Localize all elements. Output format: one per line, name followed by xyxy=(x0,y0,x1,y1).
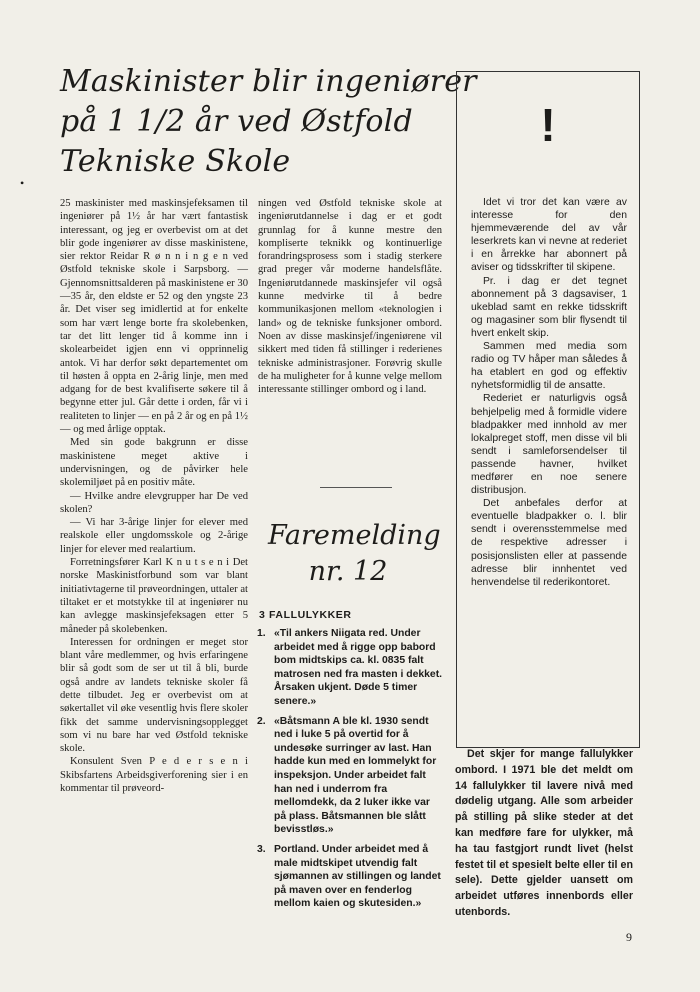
article-headline xyxy=(60,62,477,182)
notice-box xyxy=(456,71,640,748)
faremelding-title-line-2: nr. 12 xyxy=(308,556,388,587)
notice-paragraph: Det anbefales derfor at eventuelle bladpakker o. l. blir sendt i overensstemmelse med de respektive adresser i posisjonslisten eller at passende adresse blir innhentet ved henvendelse til rederikontoret. xyxy=(471,498,627,588)
notice-text xyxy=(471,196,627,589)
headline-line-1: Maskinister blir ingeniører xyxy=(60,64,477,99)
faremelding-title xyxy=(268,518,441,590)
notice-paragraph: Sammen med media som radio og TV håper man således å ha etablert en god og effektiv nyhetsformidlig til de ansatte. xyxy=(471,341,627,392)
article-paragraph: 25 maskinister med maskinsjefeksamen til ingeniører på 1½ år har vært fantastisk interessant, og jeg er overbevist om at det blir gode ingeniører av disse maskinistene, sier rektor Reidar R ø n n i n g e n ved Østfold tekniske skole i Sarpsborg. — Gjennomsnittsalderen på maskinistene er 30—35 år, den eldste er 52 og den yngste 23 år. Det viser seg imidlertid at for enkelte som har vært lenge borte fra skolebenken, tar det litt lenger tid å komme inn i skolearbeidet igjen enn vi opprinnelig antok. Vi har derfor søkt departementet om til høsten å oppta en 2-årig linje, men med adgang for de best kvalifiserte søkere til å begynne etter jul. Går dette i orden, får vi i realiteten to linjer — en på 2 år og en på 1½ — og med årlige opptak. xyxy=(60,198,248,436)
accident-number: 3. xyxy=(257,843,266,855)
accident-item xyxy=(257,715,443,837)
accidents-heading: 3 FALLULYKKER xyxy=(259,609,352,621)
article-column-1 xyxy=(60,197,248,795)
accident-text: Portland. Under arbeidet med å male midtskipet utvendig falt sjømannen av stillingen og landet på maven over en fenderlog mellom kaien og skutesiden.» xyxy=(274,843,441,910)
notice-paragraph: Pr. i dag er det tegnet abonnement på 3 dagsaviser, 1 ukeblad samt en rekke tidsskrift og magasiner som blir flysendt til hvert enkelt skip. xyxy=(471,275,627,339)
accident-item xyxy=(257,627,443,709)
article-paragraph: — Vi har 3-årige linjer for elever med realskole eller ungdomsskole og 2-årige linjer for elever med realartium. xyxy=(60,517,248,555)
article-paragraph: — Hvilke andre elevgrupper har De ved skolen? xyxy=(60,490,248,515)
headline-line-2: på 1 1/2 år ved Østfold xyxy=(60,104,413,139)
notice-paragraph: Rederiet er naturligvis også behjelpelig med å formidle videre bladpakker med innhold av mer lokalpreget stoff, men disse vil bli sendt i samleforsendelser til passende havner, hvilket medfører en noe senere distribusjon. xyxy=(471,393,627,497)
accident-list xyxy=(257,627,443,917)
notice-paragraph: Idet vi tror det kan være av interesse for den hjemmeværende del av vår leserkrets kan vi nevne at rederiet i en årrekke har abonnert på aviser og tidsskrifter til skipene. xyxy=(471,197,627,274)
faremelding-title-line-1: Faremelding xyxy=(268,520,441,551)
article-column-2 xyxy=(258,197,442,396)
margin-bullet: • xyxy=(20,176,25,190)
article-paragraph: Med sin gode bakgrunn er disse maskinistene meget aktive i undervisningen, og de påvirker hele skolemiljøet på en positiv måte. xyxy=(60,437,248,489)
accident-number: 2. xyxy=(257,715,266,727)
exclamation-mark: ! xyxy=(540,99,556,151)
article-paragraph: ningen ved Østfold tekniske skole at ingeniørutdannelse i dag er et godt grunnlag for å kunne mestre den kompliserte teknikk og kontinuerlige forandringsprosess som i stadig sterkere grad preger vår moderne handelsflåte. Ingeniørutdannede maskinsjefer vil også kunne medvirke til å bedre kommunikasjonen mellom «teknologien i land» og de tekniske funksjoner ombord. Noen av disse maskinsjef/ingeniørene vil sikkert med tiden få stillinger i rederienes tekniske administrasjoner. Forøvrig skulle de ha muligheter for å kunne velge mellom interessante stillinger ombord og i land. xyxy=(258,198,442,396)
article-paragraph: Forretningsfører Karl K n u t s e n i Det norske Maskinistforbund som var blant initiativtagerne til prøveordningen, uttaler at tiltaket er et motstykke til at ingeniører nu kan avlegge maskinsjefeksagen etter 5 måneder på skolebenken. xyxy=(60,557,248,635)
accident-number: 1. xyxy=(257,628,266,639)
safety-note xyxy=(455,747,633,921)
page-number: 9 xyxy=(626,930,632,944)
accident-text: «Til ankers Niigata red. Under arbeidet med å rigge opp babord bom midtskips ca. kl. 0835 falt matrosen ned fra masten i dekket. Årsaken ukjent. Døde 5 timer senere.» xyxy=(274,628,443,707)
accident-text: «Båtsmann A ble kl. 1930 sendt ned i luke 5 på overtid for å undesøke surringer av last. Han hadde kun med en lommelykt for inspeksjon. Under arbeidet falt han ned i underrom fra mellomdekk, da 2 luker ikke var på plass. Båtsmannen ble slått bevisstløs.» xyxy=(274,715,437,836)
article-paragraph: Konsulent Sven P e d e r s e n i Skibsfartens Arbeidsgiverforening sier i en kommentar til prøveord- xyxy=(60,756,248,795)
headline-line-3: Tekniske Skole xyxy=(60,144,291,179)
accident-item xyxy=(257,843,443,911)
section-divider xyxy=(320,487,392,488)
article-paragraph: Interessen for ordningen er meget stor blant våre medlemmer, og hvis erfaringene blir så godt som de ser ut til å bli, burde også andre av landets tekniske skoler få dette tilbudet. Jeg er overbevist om at søkertallet vil øke vesentlig hvis flere skoler fikk det samme undervisningsopplegget som vi nu bare har ved Østfold tekniske skole. xyxy=(60,636,248,755)
safety-paragraph: Det skjer for mange fallulykker ombord. I 1971 ble det meldt om 14 fallulykker til lavere nivå med dødelig utgang. Alle som arbeider på stilling på slike steder at det kan medføre fare for ulykker, må ha tau fastgjort rundt livet (helst festet til et spesielt belte eller til en sele). Dette gjelder uansett om arbeidet utføres innenbords eller utenbords. xyxy=(455,748,633,918)
